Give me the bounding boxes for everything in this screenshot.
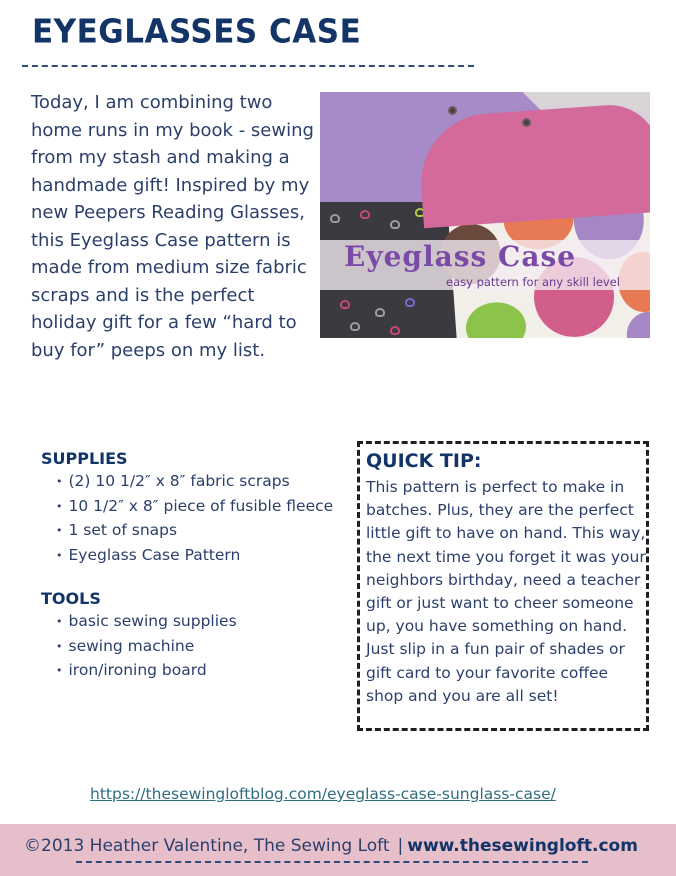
snap-icon: [522, 118, 531, 127]
heart-icon: [390, 220, 400, 229]
supply-item: • 10 1/2″ x 8″ piece of fusible fleece: [56, 495, 333, 520]
tool-item: • sewing machine: [56, 635, 237, 660]
blog-post-link[interactable]: https://thesewingloftblog.com/eyeglass-case-sunglass-case/: [90, 785, 556, 803]
supply-item: • 1 set of snaps: [56, 519, 333, 544]
heart-icon: [360, 210, 370, 219]
footer-text: [24, 836, 638, 856]
supply-item: • (2) 10 1/2″ x 8″ fabric scraps: [56, 470, 333, 495]
heart-icon: [340, 300, 350, 309]
heart-icon: [350, 322, 360, 331]
hero-image: [320, 92, 650, 338]
heart-icon: [375, 308, 385, 317]
hero-subtitle: easy pattern for any skill level: [446, 275, 620, 289]
heart-icon: [405, 298, 415, 307]
heart-icon: [330, 214, 340, 223]
snap-icon: [448, 106, 457, 115]
intro-paragraph: Today, I am combining two home runs in my book - sewing from my stash and making a handmade gift! Inspired by my new Peepers Reading Glasses, this Eyeglass Case pattern is made from medium size fabric scraps and is the perfect holiday gift for a few “hard to buy for” peeps on my list.: [31, 92, 314, 361]
footer-separator: |: [397, 836, 404, 856]
page-title: EYEGLASSES CASE: [32, 13, 362, 51]
copyright-text: ©2013 Heather Valentine, The Sewing Loft: [24, 836, 390, 856]
supply-item: • Eyeglass Case Pattern: [56, 544, 333, 569]
website-link[interactable]: www.thesewingloft.com: [407, 836, 638, 856]
supplies-list: [56, 470, 333, 568]
tools-heading: TOOLS: [41, 589, 101, 608]
hero-title: Eyeglass Case: [344, 240, 577, 273]
tool-item: • iron/ironing board: [56, 659, 237, 684]
title-divider: [22, 65, 474, 67]
quick-tip-text: This pattern is perfect to make in batches. Plus, they are the perfect little gift to have on hand. This way, the next time you forget it was your neighbors birthday, need a teacher gift or just want to cheer someone up, you have something on hand. Just slip in a fun pair of shades or gift card to your favorite coffee shop and you are all set!: [366, 478, 646, 705]
tools-list: [56, 610, 237, 684]
supplies-heading: SUPPLIES: [41, 449, 128, 468]
dot: [464, 300, 527, 338]
heart-icon: [390, 326, 400, 335]
footer-divider: [76, 861, 588, 863]
quick-tip-heading: QUICK TIP:: [366, 450, 482, 472]
tool-item: • basic sewing supplies: [56, 610, 237, 635]
dot: [625, 310, 650, 338]
